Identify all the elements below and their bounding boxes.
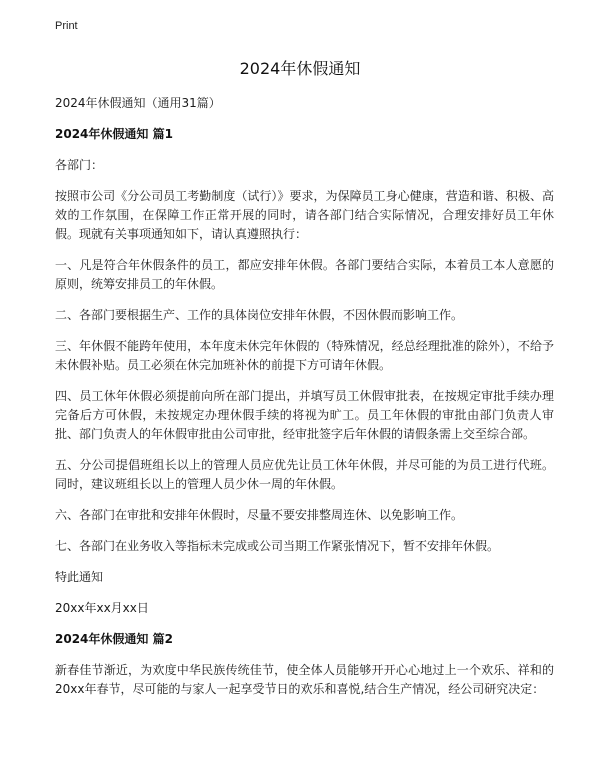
- notice-item-4: 四、员工休年休假必须提前向所在部门提出，并填写员工休假审批表，在按规定审批手续办理完备后方可休假，未按规定办理休假手续的将视为旷工。员工年休假的审批由部门负责人审批、部门负责人的年休假审批由公司审批，经审批签字后年休假的请假条需上交至综合部。: [55, 389, 554, 441]
- section-heading-2: 2024年休假通知 篇2: [55, 632, 173, 646]
- notice-item-2: 二、各部门要根据生产、工作的具体岗位安排年休假，不因休假而影响工作。: [55, 308, 464, 322]
- document-subtitle: 2024年休假通知（通用31篇）: [55, 96, 221, 110]
- notice-item-5: 五、分公司提倡班组长以上的管理人员应优先让员工休年休假，并尽可能的为员工进行代班。同时，建议班组长以上的管理人员少休一周的年休假。: [55, 458, 554, 491]
- notice-item-1: 一、凡是符合年休假条件的员工，都应安排年休假。各部门要结合实际，本着员工本人意愿的原则，统筹安排员工的年休假。: [55, 258, 554, 291]
- notice-item-6: 六、各部门在审批和安排年休假时，尽量不要安排整周连休、以免影响工作。: [55, 508, 464, 522]
- notice-item-3: 三、年休假不能跨年使用，本年度未休完年休假的（特殊情况，经总经理批准的除外），不给予未休假补贴。员工必须在休完加班补休的前提下方可请年休假。: [55, 339, 554, 372]
- print-link[interactable]: Print: [55, 20, 78, 32]
- section2-intro-paragraph: 新春佳节渐近，为欢度中华民族传统佳节，使全体人员能够开开心心地过上一个欢乐、祥和的20xx年春节，尽可能的与家人一起享受节日的欢乐和喜悦,结合生产情况，经公司研究决定：: [55, 663, 554, 696]
- notice-item-7: 七、各部门在业务收入等指标未完成或公司当期工作紧张情况下，暂不安排年休假。: [55, 539, 500, 553]
- closing-text: 特此通知: [55, 570, 104, 584]
- section-heading-1: 2024年休假通知 篇1: [55, 127, 173, 141]
- document-body: [55, 94, 554, 711]
- intro-paragraph: 按照市公司《分公司员工考勤制度（试行）》要求，为保障员工身心健康，营造和谐、积极、高效的工作氛围，在保障工作正常开展的同时，请各部门结合实际情况，合理安排好员工年休假。现就有关事项通知如下，请认真遵照执行：: [55, 189, 554, 241]
- salutation: 各部门：: [55, 158, 104, 172]
- notice-date: 20xx年xx月xx日: [55, 601, 149, 615]
- page-title: 2024年休假通知: [239, 59, 361, 78]
